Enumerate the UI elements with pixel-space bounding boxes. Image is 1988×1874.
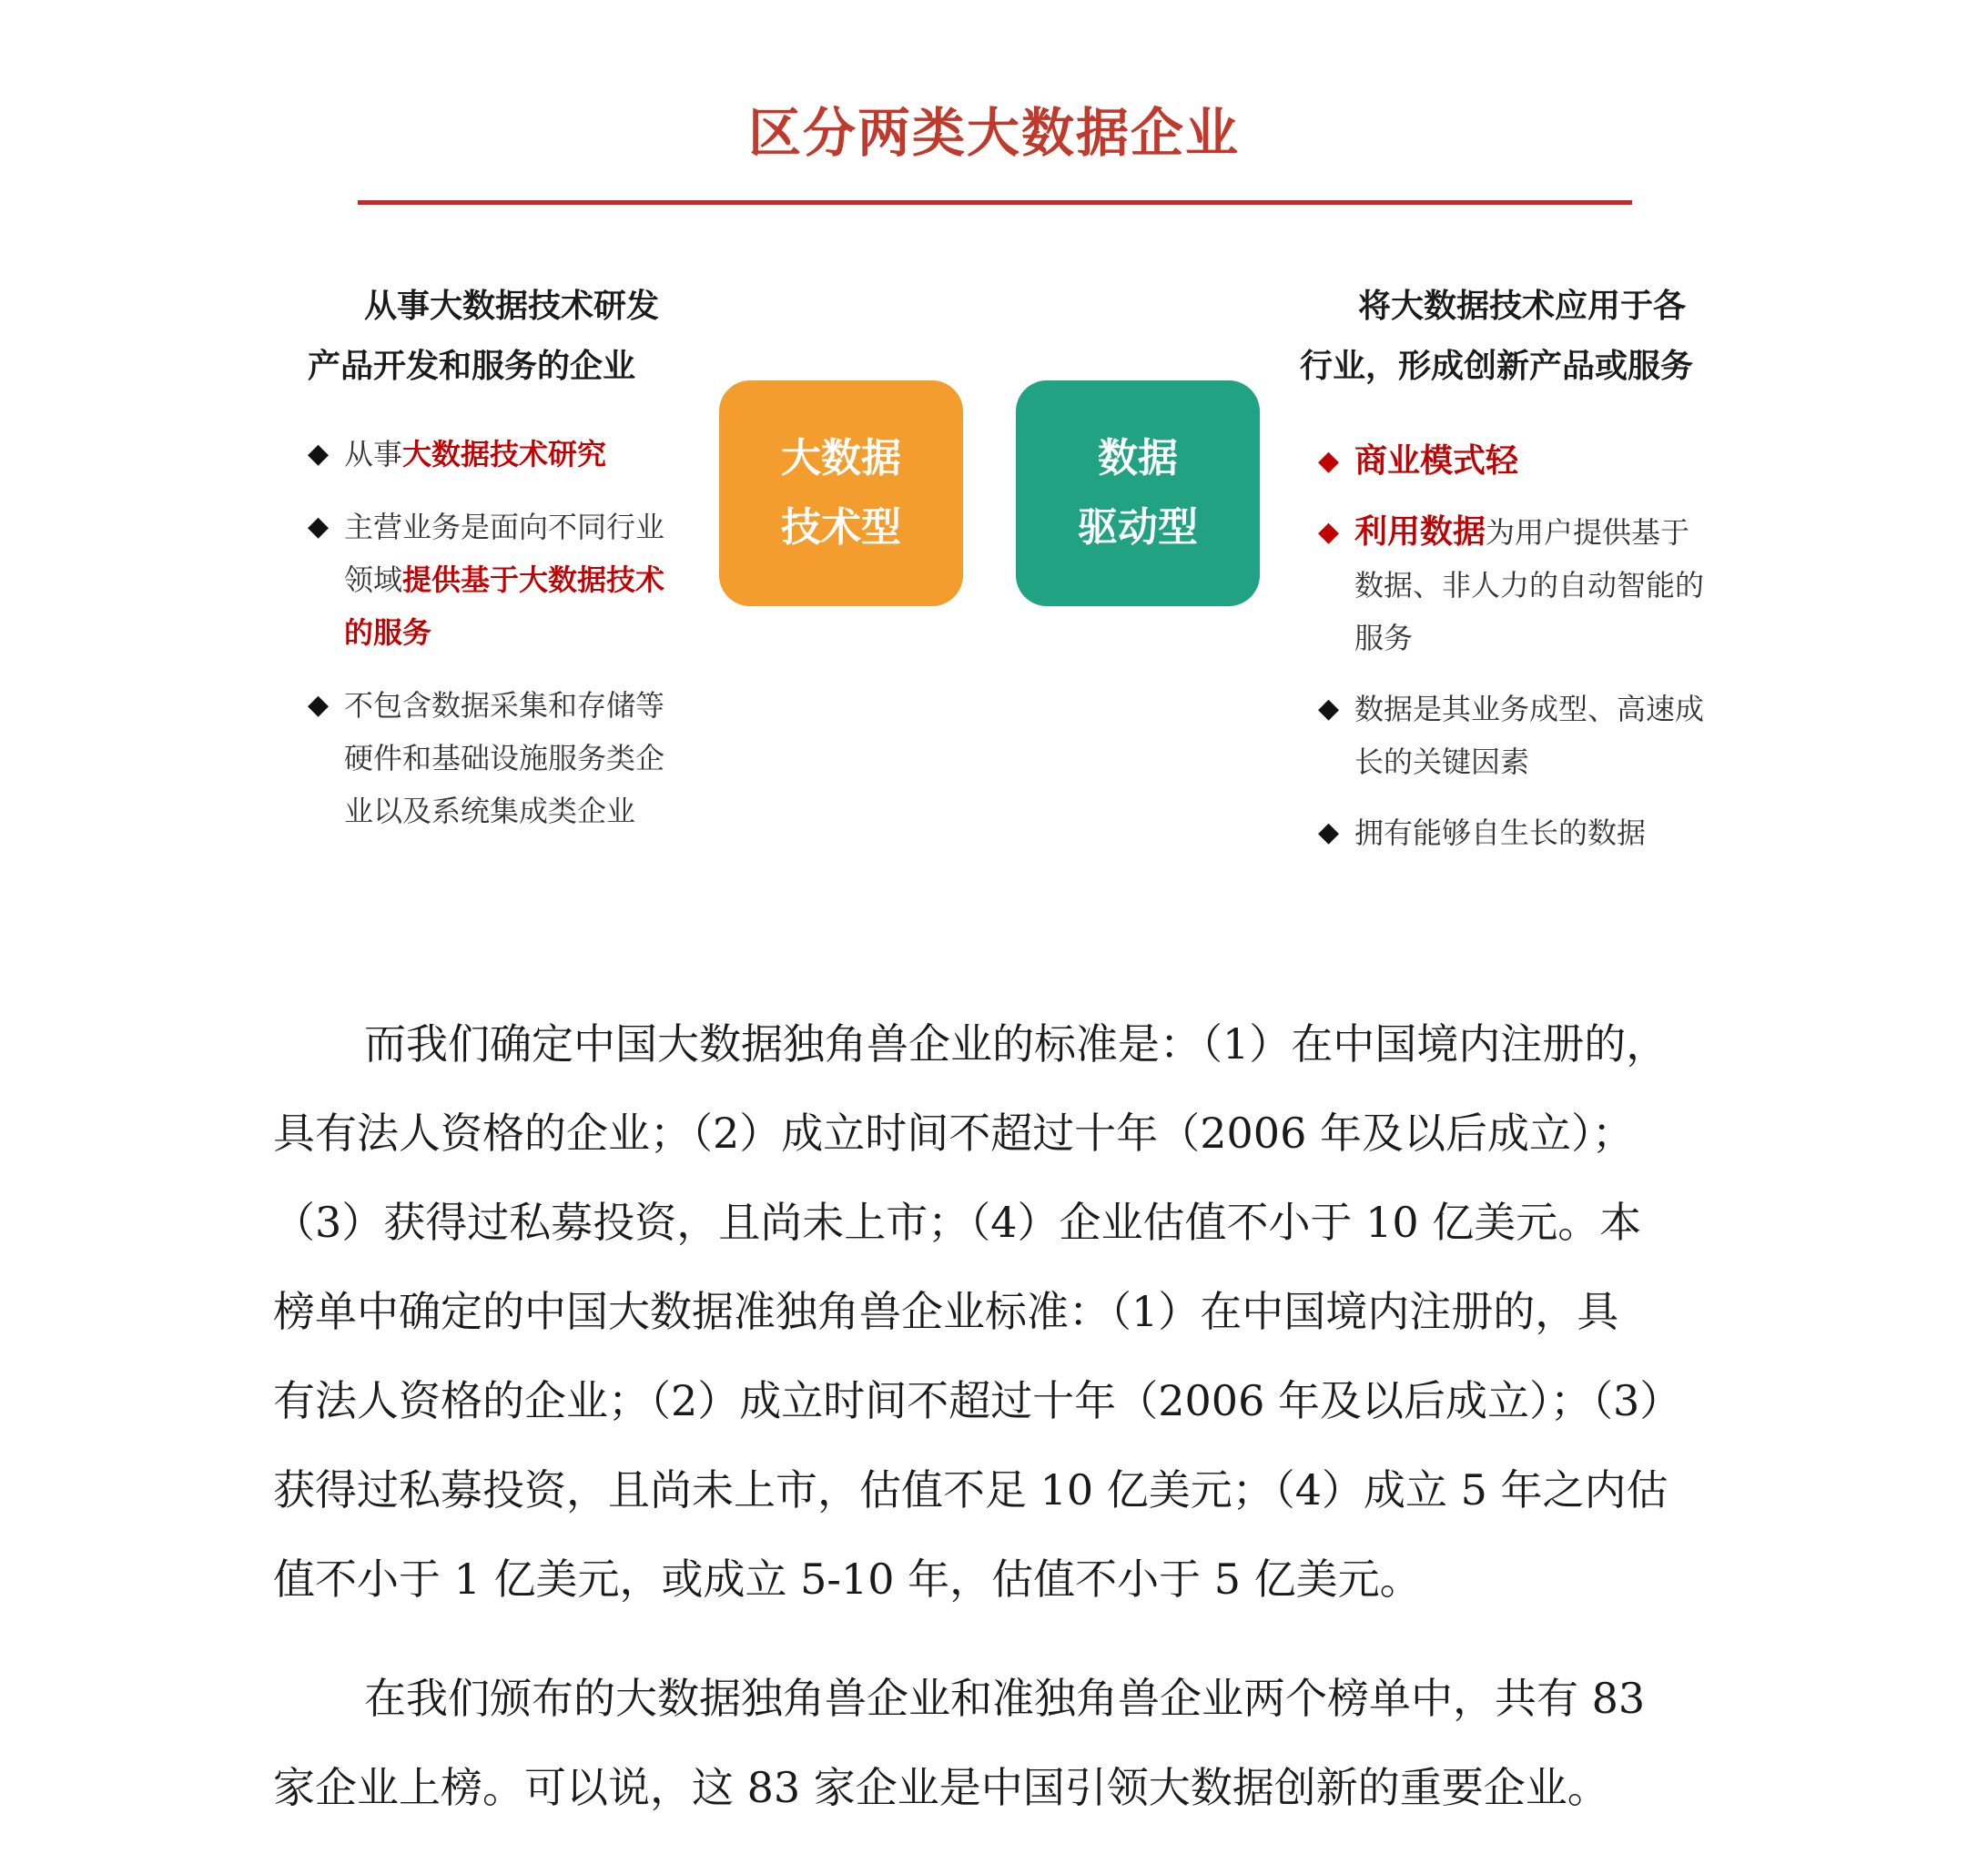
- paragraph-line: 值不小于 1 亿美元，或成立 5-10 年，估值不小于 5 亿美元。: [273, 1555, 1422, 1604]
- black-diamond-icon: ◆: [308, 689, 330, 721]
- title-underline: [358, 200, 1632, 205]
- paragraph-line: （3）获得过私募投资，且尚未上市；（4）企业估值不小于 10 亿美元。本: [273, 1198, 1642, 1247]
- bullet-text: 不包含数据采集和存储等硬件和基础设施服务类企业以及系统集成类企业: [344, 688, 665, 828]
- paragraph-line: 在我们颁布的大数据独角兽企业和准独角兽企业两个榜单中，共有 83: [364, 1674, 1646, 1723]
- figure-title: 区分两类大数据企业: [747, 102, 1240, 164]
- black-diamond-icon: ◆: [1318, 816, 1340, 848]
- bullet-text: 数据是其业务成型、高速成长的关键因素: [1354, 692, 1705, 779]
- left-column-heading: [308, 277, 690, 397]
- left-heading-line1: 从事大数据技术研发: [364, 288, 660, 325]
- bullet-text: 主营业务是面向不同行业领域: [344, 510, 665, 597]
- black-diamond-icon: ◆: [308, 511, 330, 542]
- paragraph-line: 获得过私募投资，且尚未上市，估值不足 10 亿美元；（4）成立 5 年之内估: [273, 1465, 1668, 1514]
- black-diamond-icon: ◆: [1318, 693, 1340, 724]
- left-bullet-list: [308, 428, 690, 837]
- data-box-line1: 数据: [1098, 435, 1178, 481]
- bullet-text: 为用户提供基于数据、非人力的自动智能的服务: [1354, 515, 1705, 655]
- right-heading-line2: 行业，形成创新产品或服务: [1300, 348, 1694, 385]
- left-bullet-item: [308, 679, 690, 837]
- paragraph-line: 榜单中确定的中国大数据准独角兽企业标准：（1）在中国境内注册的，具: [273, 1287, 1619, 1336]
- summary-paragraph: [273, 1654, 1729, 1832]
- bullet-highlight: 利用数据: [1354, 513, 1486, 551]
- paragraph-line: 家企业上榜。可以说，这 83 家企业是中国引领大数据创新的重要企业。: [273, 1763, 1609, 1812]
- right-bullet-item: [1318, 506, 1719, 664]
- paragraph-line: 具有法人资格的企业；（2）成立时间不超过十年（2006 年及以后成立）；: [273, 1109, 1634, 1158]
- right-bullet-item: [1318, 683, 1719, 788]
- right-heading-line1: 将大数据技术应用于各: [1358, 288, 1687, 325]
- bullet-text: 拥有能够自生长的数据: [1354, 815, 1647, 850]
- bullet-highlight: 商业模式轻: [1354, 442, 1519, 480]
- left-bullet-item: [308, 501, 690, 659]
- criteria-paragraph: [273, 999, 1729, 1624]
- tech-box-line1: 大数据: [781, 435, 901, 481]
- tech-box-line2: 技术型: [781, 504, 901, 551]
- data-box-line2: 驱动型: [1078, 504, 1198, 551]
- bullet-text: 从事: [344, 437, 403, 471]
- right-column-heading: [1300, 277, 1719, 397]
- bullet-highlight: 提供基于大数据技术的服务: [344, 562, 665, 650]
- data-driven-box: [1016, 380, 1260, 606]
- right-bullet-item: [1318, 806, 1719, 859]
- paragraph-line: 有法人资格的企业；（2）成立时间不超过十年（2006 年及以后成立）；（3）: [273, 1376, 1682, 1425]
- right-bullet-list: [1318, 435, 1719, 859]
- tech-type-box: [719, 380, 963, 606]
- left-heading-line2: 产品开发和服务的企业: [308, 348, 636, 385]
- right-bullet-item: [1318, 435, 1719, 488]
- left-bullet-item: [308, 428, 690, 481]
- red-diamond-icon: ◆: [1318, 445, 1340, 477]
- paragraph-line: 而我们确定中国大数据独角兽企业的标准是：（1）在中国境内注册的，: [364, 1019, 1668, 1069]
- bullet-highlight: 大数据技术研究: [402, 437, 607, 471]
- black-diamond-icon: ◆: [308, 438, 330, 470]
- red-diamond-icon: ◆: [1318, 516, 1340, 548]
